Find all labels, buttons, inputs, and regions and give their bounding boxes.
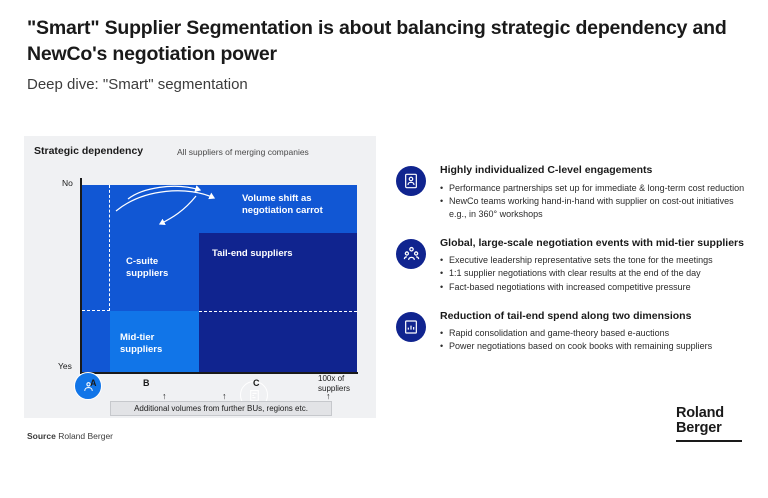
feature-item-tail-end (396, 310, 748, 364)
list-item: • Performance partnerships set up for immediate & long-term cost reduction (440, 182, 748, 195)
dashed-divider-bottom (199, 311, 357, 313)
feature-title: Highly individualized C-level engagements (440, 164, 653, 176)
x-tick-b: B (143, 378, 150, 388)
list-item: • 1:1 supplier negotiations with clear results at the end of the day (440, 267, 748, 280)
x-axis-end-label: 100x of suppliers (318, 374, 351, 393)
chart-footnote: Additional volumes from further BUs, regions etc. (110, 401, 332, 416)
tick-arrow-icon: ↑ (326, 391, 331, 401)
person-badge-icon (74, 372, 102, 400)
logo-line-2: Berger (676, 420, 722, 437)
list-item: • Power negotiations based on cook books with remaining suppliers (440, 340, 748, 353)
y-axis-top-label: No (62, 178, 73, 188)
logo-bar (676, 440, 742, 443)
segmentation-matrix-panel (24, 136, 376, 418)
source-note (27, 431, 113, 441)
feature-title: Global, large-scale negotiation events with mid-tier suppliers (440, 236, 744, 249)
feature-title: Reduction of tail-end spend along two dimensions (440, 309, 692, 322)
feature-bullets (440, 327, 748, 353)
tick-arrow-icon: ↑ (222, 391, 227, 401)
x-tick-a: A (90, 378, 97, 388)
page-subtitle: Deep dive: "Smart" segmentation (27, 76, 248, 93)
y-axis-bottom-label: Yes (58, 361, 72, 371)
feature-item-mid-tier (396, 237, 748, 294)
x-tick-c: C (253, 378, 260, 388)
feature-bullets (440, 182, 748, 221)
tick-arrow-icon: ↑ (162, 391, 167, 401)
list-item: • Rapid consolidation and game-theory based e-auctions (440, 327, 748, 340)
feature-list (396, 164, 748, 380)
source-label: Source (27, 431, 56, 441)
block-label-c-suite: C-suite suppliers (126, 256, 169, 280)
block-label-tail-end: Tail-end suppliers (212, 248, 293, 259)
source-value: Roland Berger (58, 431, 114, 441)
list-item: • NewCo teams working hand-in-hand with supplier on cost-out initiatives e.g., in 360° workshops (440, 195, 748, 221)
chart-title: Strategic dependency (34, 145, 144, 157)
person-badge-icon (396, 166, 426, 196)
page-title: "Smart" Supplier Segmentation is about balancing strategic dependency and NewCo's negotiation power (27, 17, 727, 65)
group-people-icon (168, 470, 196, 498)
dashed-divider-left (82, 185, 110, 311)
block-label-volume-shift: Volume shift as negotiation carrot (242, 193, 323, 217)
feature-bullets (440, 254, 748, 293)
document-chart-icon (396, 312, 426, 342)
x-axis-line (80, 372, 358, 374)
roland-berger-logo (676, 406, 742, 442)
group-people-icon (396, 239, 426, 269)
list-item: • Executive leadership representative sets the tone for the meetings (440, 254, 748, 267)
feature-item-c-level (396, 164, 748, 221)
block-label-mid-tier: Mid-tier suppliers (120, 332, 163, 356)
list-item: • Fact-based negotiations with increased competitive pressure (440, 281, 748, 294)
chart-legend-note: All suppliers of merging companies (177, 147, 309, 157)
logo-line-1: Roland (676, 405, 724, 422)
